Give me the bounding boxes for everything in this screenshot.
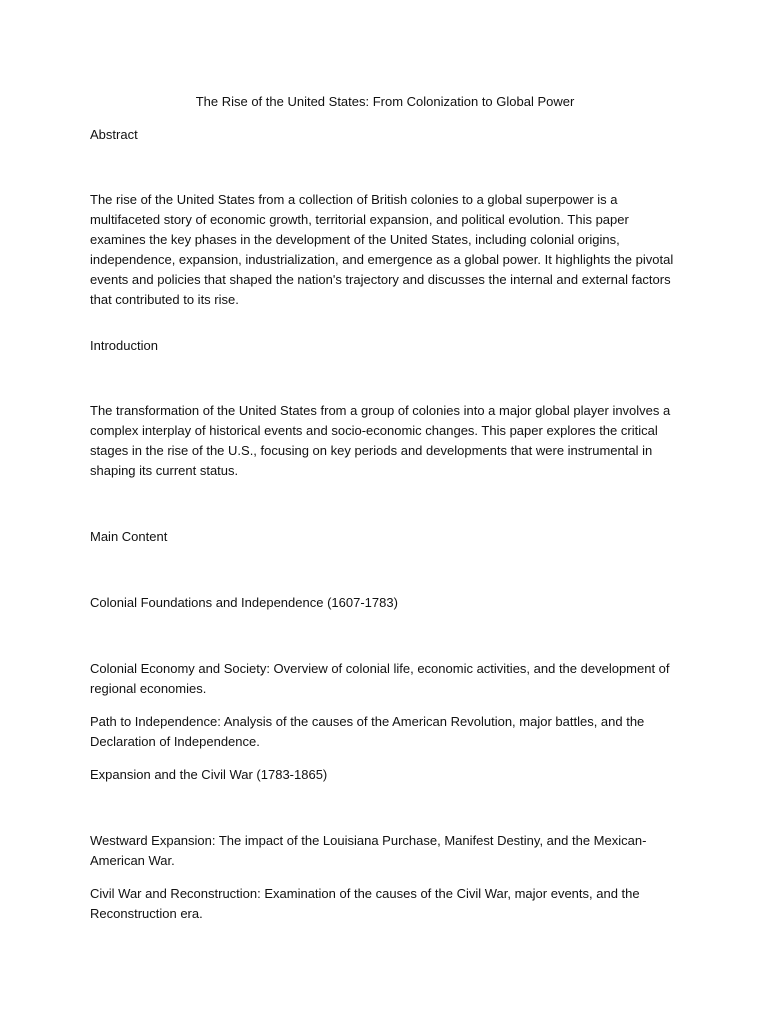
- introduction-heading: Introduction: [90, 338, 158, 353]
- paragraph-colonial-economy: Colonial Economy and Society: Overview of colonial life, economic activities, and the development of regional economies.: [90, 661, 670, 696]
- section-heading-expansion: Expansion and the Civil War (1783-1865): [90, 767, 328, 782]
- paragraph-westward-expansion: Westward Expansion: The impact of the Louisiana Purchase, Manifest Destiny, and the Mexican-American War.: [90, 833, 647, 868]
- main-content-heading: Main Content: [90, 529, 168, 544]
- section-heading-colonial: Colonial Foundations and Independence (1607-1783): [90, 595, 398, 610]
- paragraph-path-to-independence: Path to Independence: Analysis of the causes of the American Revolution, major battles, and the Declaration of Independence.: [90, 714, 645, 749]
- abstract-paragraph: The rise of the United States from a collection of British colonies to a global superpower is a multifaceted story of economic growth, territorial expansion, and political evolution. This paper examines the key phases in the development of the United States, including colonial origins, independence, expansion, industrialization, and emergence as a global power. It highlights the pivotal events and policies that shaped the nation's trajectory and discusses the internal and external factors that contributed to its rise.: [90, 192, 674, 307]
- document-title: The Rise of the United States: From Colonization to Global Power: [195, 94, 575, 109]
- introduction-paragraph: The transformation of the United States from a group of colonies into a major global player involves a complex interplay of historical events and socio-economic changes. This paper explores the critical stages in the rise of the U.S., focusing on key periods and developments that were instrumental in shaping its current status.: [90, 403, 671, 478]
- paragraph-civil-war: Civil War and Reconstruction: Examination of the causes of the Civil War, major events, and the Reconstruction era.: [90, 886, 640, 921]
- abstract-heading: Abstract: [90, 127, 138, 142]
